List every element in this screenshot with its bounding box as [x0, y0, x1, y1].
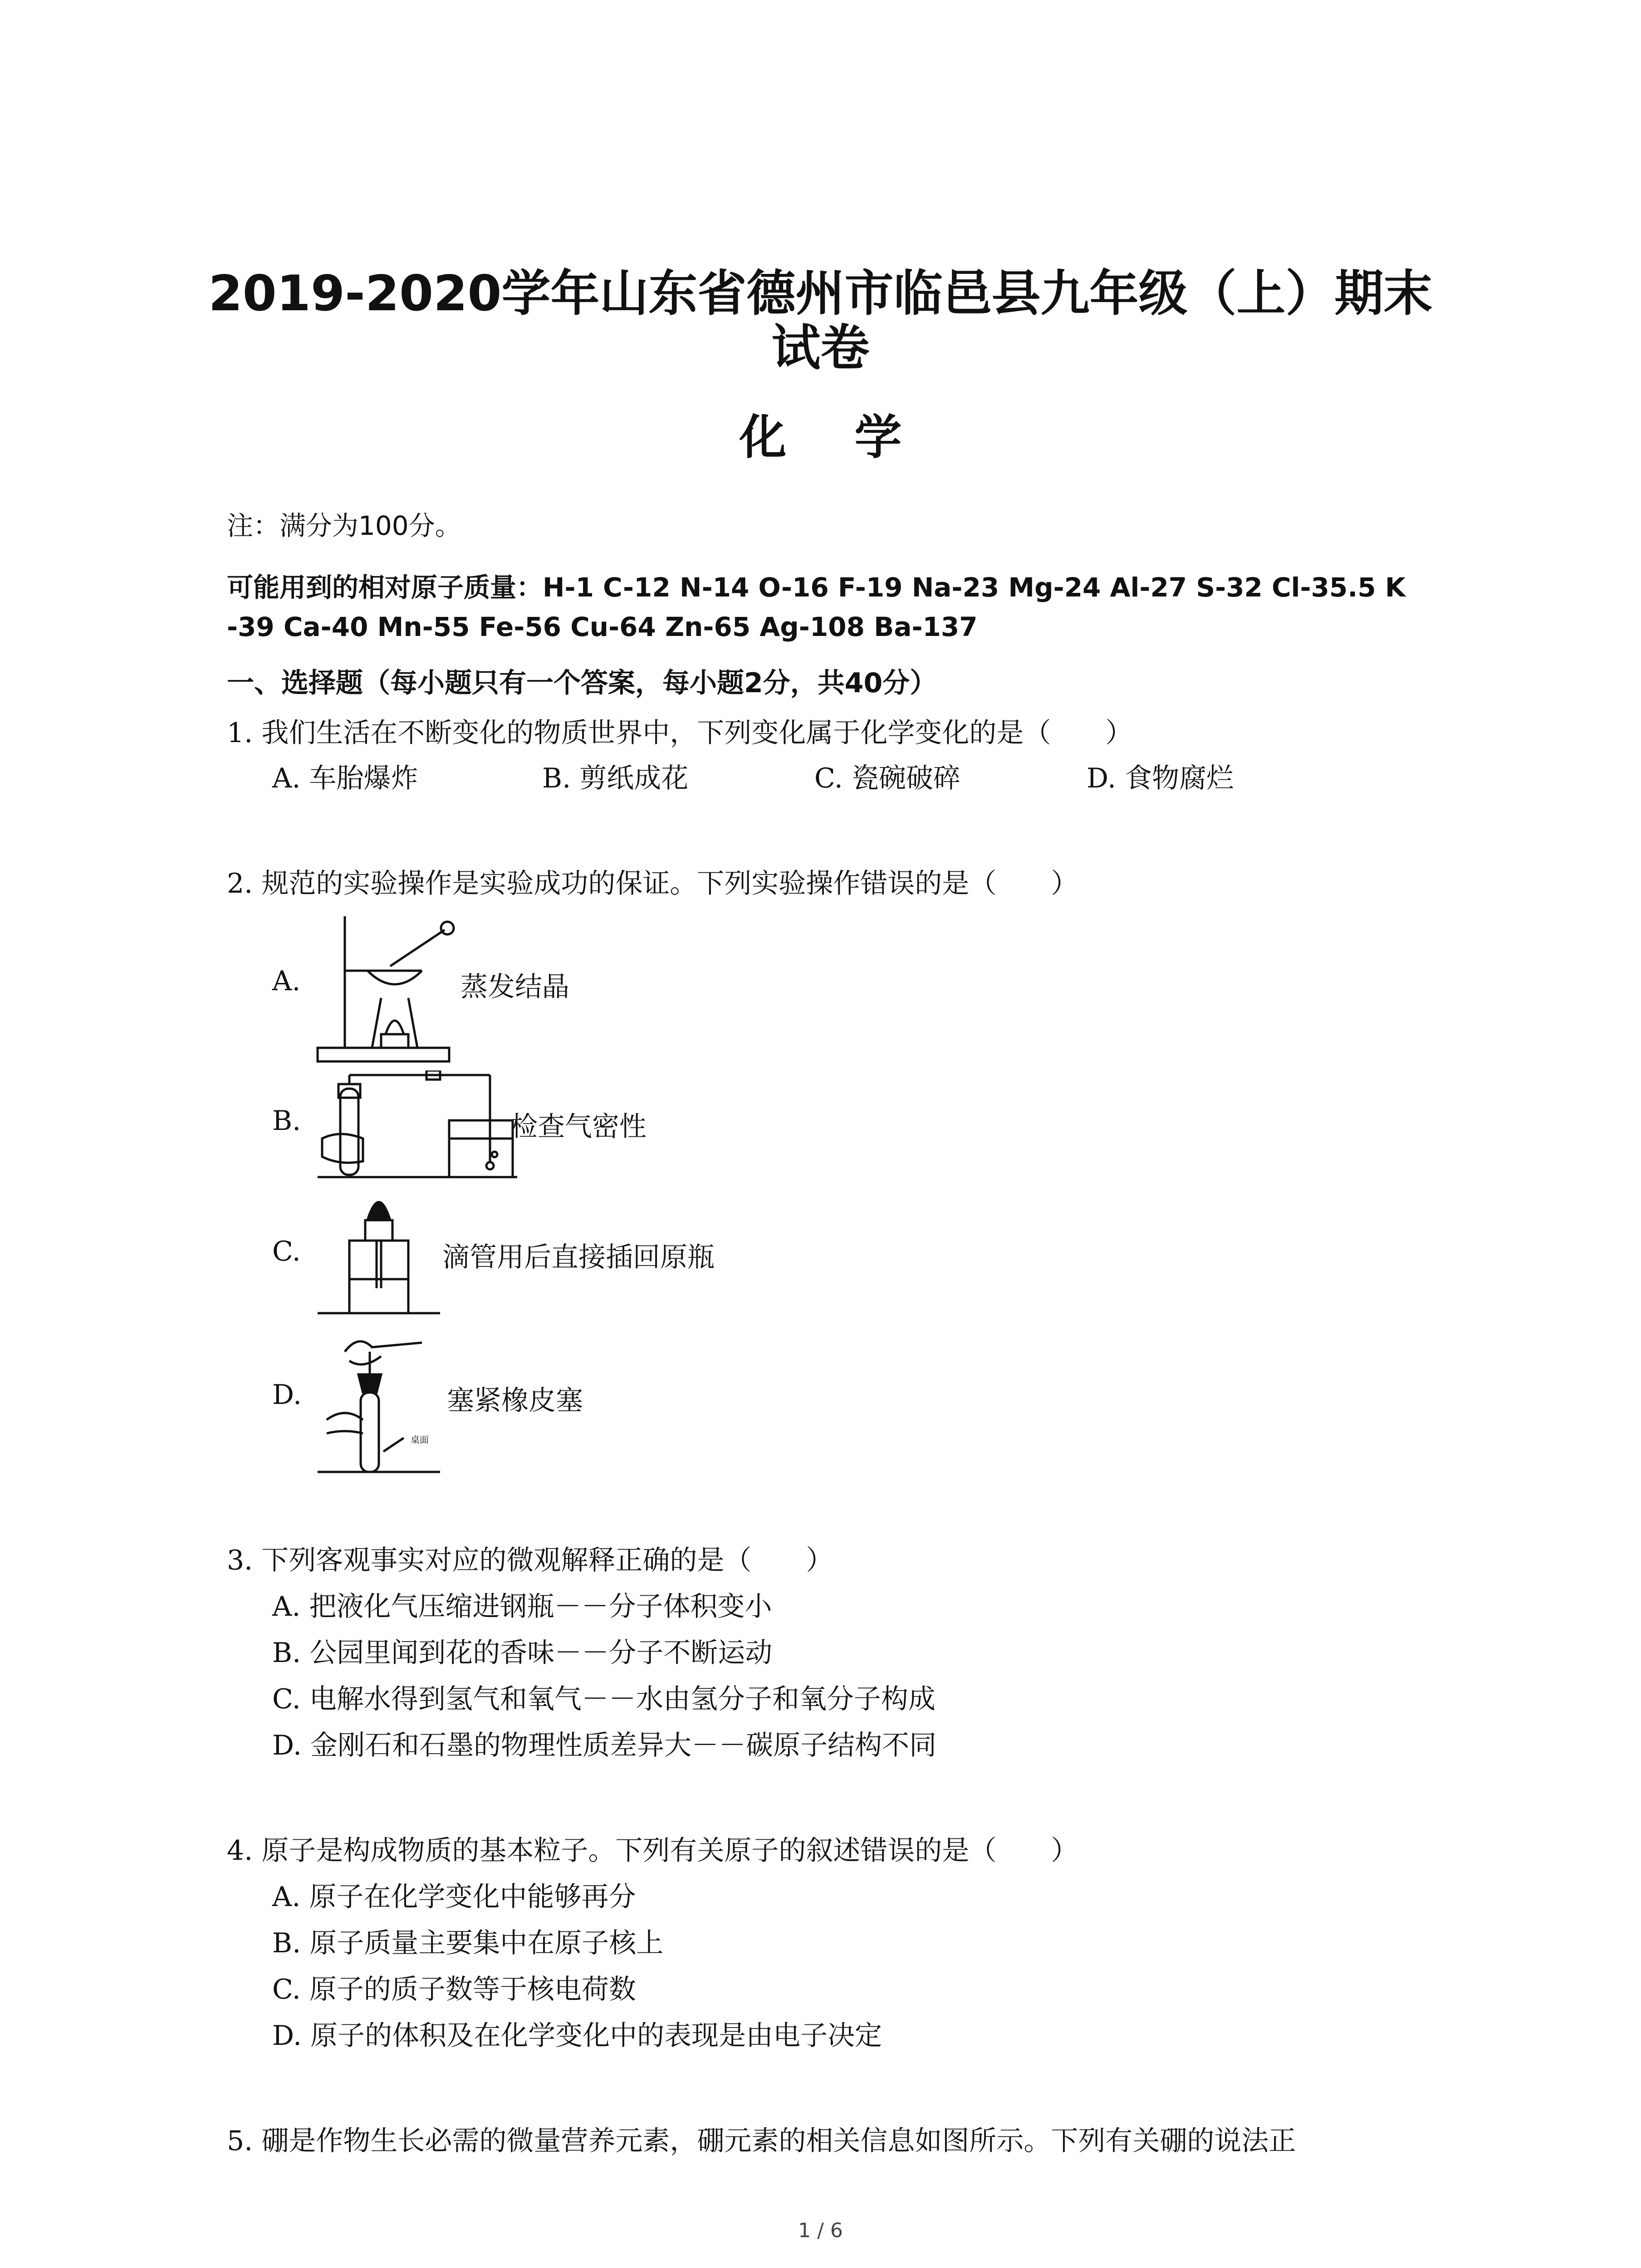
- rubber-stopper-figure: [313, 1325, 445, 1479]
- question-1-option-b: B. 剪纸成花: [542, 763, 689, 794]
- airtightness-check-figure: [313, 1070, 522, 1184]
- question-2-option-a-letter: A.: [272, 965, 301, 997]
- question-3-option-b: B. 公园里闻到花的香味－－分子不断运动: [272, 1637, 773, 1669]
- atomic-masses-line1: 可能用到的相对原子质量：H-1 C-12 N-14 O-16 F-19 Na-23 Mg-24 Al-27 S-32 Cl-35.5 K: [227, 572, 1406, 603]
- question-2-option-d-text: 塞紧橡皮塞: [447, 1385, 583, 1417]
- score-note: 注：满分为100分。: [227, 510, 461, 541]
- page-number: 1 / 6: [798, 2219, 843, 2242]
- exam-title-line2: 试卷: [771, 320, 870, 376]
- question-2-option-a-text: 蒸发结晶: [460, 971, 569, 1003]
- question-1-option-a: A. 车胎爆炸: [272, 763, 418, 794]
- section-heading: 一、选择题（每小题只有一个答案，每小题2分，共40分）: [227, 667, 937, 699]
- question-4-stem: 4. 原子是构成物质的基本粒子。下列有关原子的叙述错误的是（ ）: [227, 1835, 1078, 1867]
- question-3-option-a: A. 把液化气压缩进钢瓶－－分子体积变小: [272, 1591, 772, 1623]
- question-5-stem: 5. 硼是作物生长必需的微量营养元素，硼元素的相关信息如图所示。下列有关硼的说法正: [227, 2125, 1296, 2157]
- question-2-option-b-text: 检查气密性: [510, 1111, 647, 1143]
- question-1-option-d: D. 食物腐烂: [1087, 763, 1234, 794]
- question-4-option-b: B. 原子质量主要集中在原子核上: [272, 1927, 664, 1959]
- dropper-bottle-figure: [313, 1188, 445, 1320]
- question-1-option-c: C. 瓷碗破碎: [814, 763, 960, 794]
- question-4-option-c: C. 原子的质子数等于核电荷数: [272, 1974, 636, 2005]
- question-4-option-d: D. 原子的体积及在化学变化中的表现是由电子决定: [272, 2020, 882, 2052]
- atomic-masses-line2: -39 Ca-40 Mn-55 Fe-56 Cu-64 Zn-65 Ag-108 Ba-137: [227, 611, 978, 642]
- question-2-option-d-letter: D.: [272, 1379, 302, 1411]
- subject-title: 化学: [739, 410, 970, 465]
- question-4-option-a: A. 原子在化学变化中能够再分: [272, 1881, 636, 1913]
- question-2-stem: 2. 规范的实验操作是实验成功的保证。下列实验操作错误的是（ ）: [227, 868, 1078, 899]
- tabletop-label: 桌面: [411, 1434, 429, 1445]
- question-2-option-c-text: 滴管用后直接插回原瓶: [442, 1242, 715, 1273]
- question-3-option-d: D. 金刚石和石墨的物理性质差异大－－碳原子结构不同: [272, 1730, 937, 1761]
- question-2-option-c-letter: C.: [272, 1236, 301, 1267]
- evaporation-apparatus-figure: [313, 912, 458, 1070]
- question-3-stem: 3. 下列客观事实对应的微观解释正确的是（ ）: [227, 1545, 833, 1576]
- question-3-option-c: C. 电解水得到氢气和氧气－－水由氢分子和氧分子构成: [272, 1683, 936, 1715]
- question-2-option-b-letter: B.: [272, 1105, 301, 1137]
- question-1-stem: 1. 我们生活在不断变化的物质世界中，下列变化属于化学变化的是（ ）: [227, 717, 1133, 749]
- exam-title-line1: 2019-2020学年山东省德州市临邑县九年级（上）期末: [208, 265, 1433, 322]
